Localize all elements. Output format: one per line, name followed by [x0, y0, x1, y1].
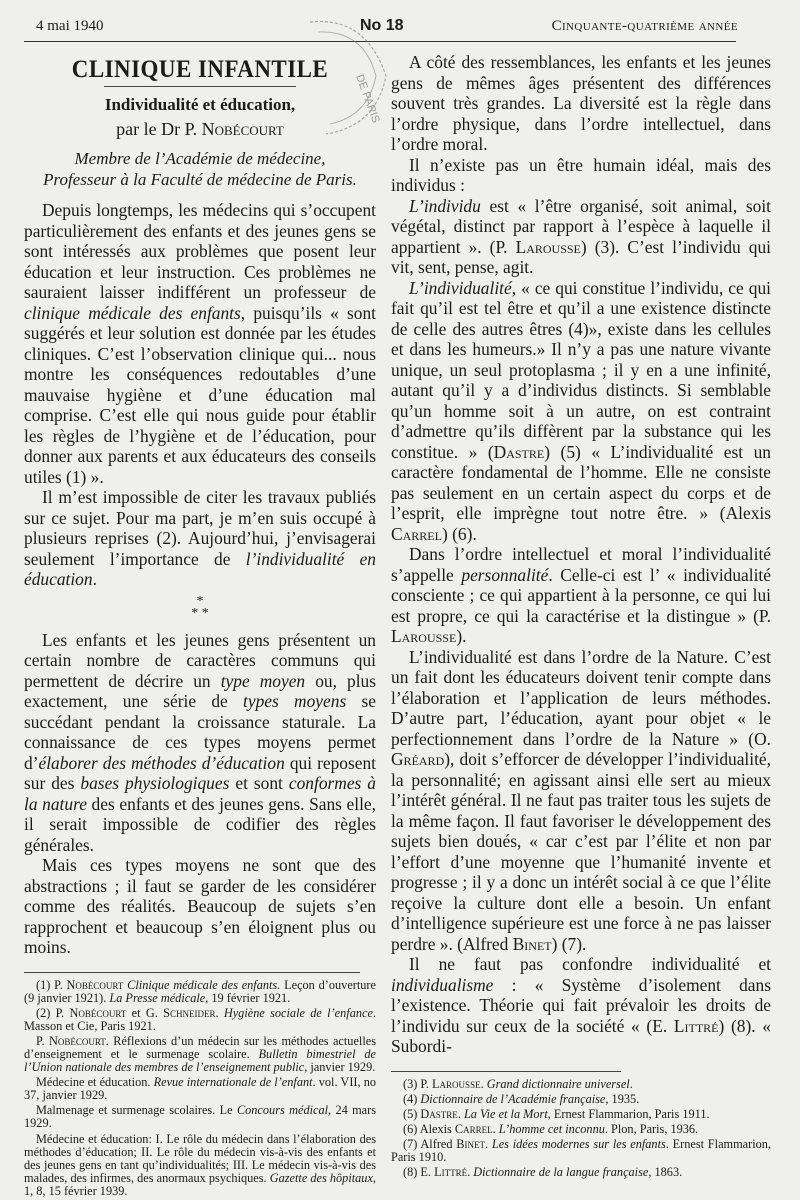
section-separator: * * *: [191, 593, 209, 621]
author-affiliation: Membre de l’Académie de médecine, Professeur à la Faculté de médecine de Paris.: [43, 149, 357, 189]
article-body-right: [391, 52, 771, 1057]
footnote: (6) Alexis Carrel. L’homme cet inconnu. Plon, Paris, 1936.: [403, 1121, 699, 1136]
issue-number: No 18: [360, 17, 404, 34]
volume-year: Cinquante-quatrième année: [551, 18, 738, 34]
paragraph: Mais ces types moyens ne sont que des abstractions ; il faut se garder de les considérer comme des réalités. Beaucoup de sujets s’en rapprochent et beaucoup s’en éloignent plus ou moins.: [24, 855, 376, 957]
byline: par le Dr P. Nobécourt: [116, 119, 284, 139]
footnote: Malmenage et surmenage scolaires. Le Concours médical, 24 mars 1929.: [24, 1103, 376, 1131]
stamp-text: DE PARIS: [353, 72, 382, 125]
author-name: Nobécourt: [201, 119, 284, 139]
footnote: Médecine et éducation: I. Le rôle du médecin dans l’élaboration des méthodes d’éducation; II. Le rôle du médecin vis-à-vis des enfants et des jeunes gens en tant qu’individualités; III. Le médecin vis-à-vis des malades, des infirmes, des anormaux psychiques. Gazette des hôpitaux, 1, 8, 15 février 1939.: [24, 1131, 376, 1198]
paragraph: L’individualité, « ce qui constitue l’individu, ce qui fait qu’il est tel être et qu’il a une existence distincte de celle des autres êtres (4)», existe dans les cellules et dans les humeurs.» Il n’y a pas une nature vivante unique, un seul protoplasma ; il y en a une infinité, autant qu’il y a d’individus distincts. Si semblable qu’un homme soit à un autre, on est contraint d’admettre qu’ils diffèrent par la substance qui les constitue. » (Dastre) (5) « L’individualité est un caractère fondamental de l’homme. Elle ne consiste pas seulement en un certain aspect du corps et de l’esprit, elle imprègne tout notre être. » (Alexis Carrel) (6).: [391, 277, 771, 544]
footnote-rule: [391, 1071, 621, 1072]
footnote: (3) P. Larousse. Grand dictionnaire universel.: [403, 1076, 633, 1091]
footnote: (2) P. Nobécourt et G. Schneider. Hygiène sociale de l’enfance. Masson et Cie, Paris 1921.: [24, 1005, 376, 1033]
section-heading: CLINIQUE INFANTILE: [71, 56, 329, 83]
paragraph: Il n’existe pas un être humain idéal, mais des individus :: [391, 154, 771, 195]
paragraph: Depuis longtemps, les médecins qui s’occupent particulièrement des enfants et des jeunes gens se sont intéressés aux problèmes que posent leur éducation et leur instruction. Ces problèmes ne sauraient laisser indifférent un professeur de clinique médicale des enfants, puisqu’ils « sont suggérés et leur solution est donnée par les études cliniques. C’est l’observation clinique qui... nous montre les conséquences redoutables d’une mauvaise hygiène et d’une éducation mal comprise. C’est elle qui nous guide pour établir les règles de l’hygiène et de l’éducation, pour donner aux parents et aux éducateurs des conseils utiles (1) ».: [24, 200, 376, 487]
footnote: (4) Dictionnaire de l’Académie française, 1935.: [403, 1091, 640, 1106]
footnotes-right: [391, 1078, 771, 1180]
footnote: Médecine et éducation. Revue internationale de l’enfant. vol. VII, no 37, janvier 1929.: [24, 1075, 376, 1103]
right-column: [391, 52, 771, 1181]
footnote-rule: [24, 972, 360, 973]
paragraph: Les enfants et les jeunes gens présentent un certain nombre de caractères communs qui permettent de décrire un type moyen ou, plus exactement, une série de types moyens se succédant pendant la croissance staturale. La connaissance de ces types moyens permet d’élaborer des méthodes d’éducation qui reposent sur des bases physiologiques et sont conformes à la nature des enfants et des jeunes gens. Sans elle, il serait impossible de codifier des règles générales.: [24, 629, 377, 855]
footnotes-left: [24, 979, 376, 1199]
paragraph: L’individualité est dans l’ordre de la Nature. C’est un fait dont les éducateurs doivent tenir compte dans l’élaboration et l’application de leurs méthodes. D’autre part, l’éducation, ayant pour objet « le perfectionnement dans l’ordre de la Nature » (O. Gréard), doit s’efforcer de développer l’individualité, la personnalité; en agissant ainsi elle sert au mieux l’intérêt général. Il ne faut pas traiter tous les sujets de la même façon. Il faut favoriser le développement des sujets bien doués, « car c’est par l’élite et non par l’effort d’une moyenne que l’humanité invente et progresse ; il y a donc un intérêt social à ce que l’élite reçoive la culture dont elle a besoin. Un enfant d’intelligence supérieure est une force à ne pas laisser perdre ». (Alfred Binet) (7).: [391, 646, 771, 954]
section-rule: [104, 86, 296, 87]
paragraph: A côté des ressemblances, les enfants et les jeunes gens de mêmes âges présentent des différences souvent très grandes. La diversité est la règle dans l’ordre physique, dans l’ordre intellectuel, dans l’ordre moral.: [391, 52, 771, 154]
footnote: (8) E. Littré. Dictionnaire de la langue française, 1863.: [403, 1165, 683, 1180]
footnote: P. Nobécourt. Réflexions d’un médecin sur les méthodes actuelles d’enseignement et le surmenage scolaire. Bulletin bimestriel de l’Union nationale des membres de l’enseignement public, janvier 1929.: [24, 1033, 376, 1075]
article-title: Individualité et éducation,: [104, 95, 296, 114]
issue-date: 4 mai 1940: [36, 18, 104, 34]
paragraph: Il ne faut pas confondre individualité et individualisme : « Système d’isolement dans l’existence. Théorie qui fait prévaloir les droits de l’individu sur ceux de la société « (E. Littré) (8). « Subordi-: [391, 954, 772, 1056]
paragraph: Il m’est impossible de citer les travaux publiés sur ce sujet. Pour ma part, je m’en suis occupé à plusieurs reprises (2). Aujourd’hui, j’envisagerai seulement l’importance de l’individualité en éducation.: [24, 487, 376, 589]
paragraph: L’individu est « l’être organisé, soit animal, soit végétal, distinct par rapport à l’espèce à laquelle il appartient ». (P. Larousse) (3). C’est l’individu qui vit, sent, pense, agit.: [391, 195, 771, 277]
footnote: (7) Alfred Binet. Les idées modernes sur les enfants. Ernest Flammarion, Paris 1910.: [391, 1136, 771, 1164]
footnote: (1) P. Nobécourt Clinique médicale des enfants. Leçon d’ouverture (9 janvier 1921). La Presse médicale, 19 février 1921.: [24, 977, 376, 1005]
article-body-left: [24, 200, 376, 958]
footnote: (5) Dastre. La Vie et la Mort, Ernest Flammarion, Paris 1911.: [403, 1106, 710, 1121]
paragraph: Dans l’ordre intellectuel et moral l’individualité s’appelle personnalité. Celle-ci est l’ « individualité consciente ; ce qui appartient à la personne, ce qui lui est propre, ce qui la caractérise et la distingue » (P. Larousse).: [391, 544, 771, 646]
left-column: [24, 52, 376, 1200]
